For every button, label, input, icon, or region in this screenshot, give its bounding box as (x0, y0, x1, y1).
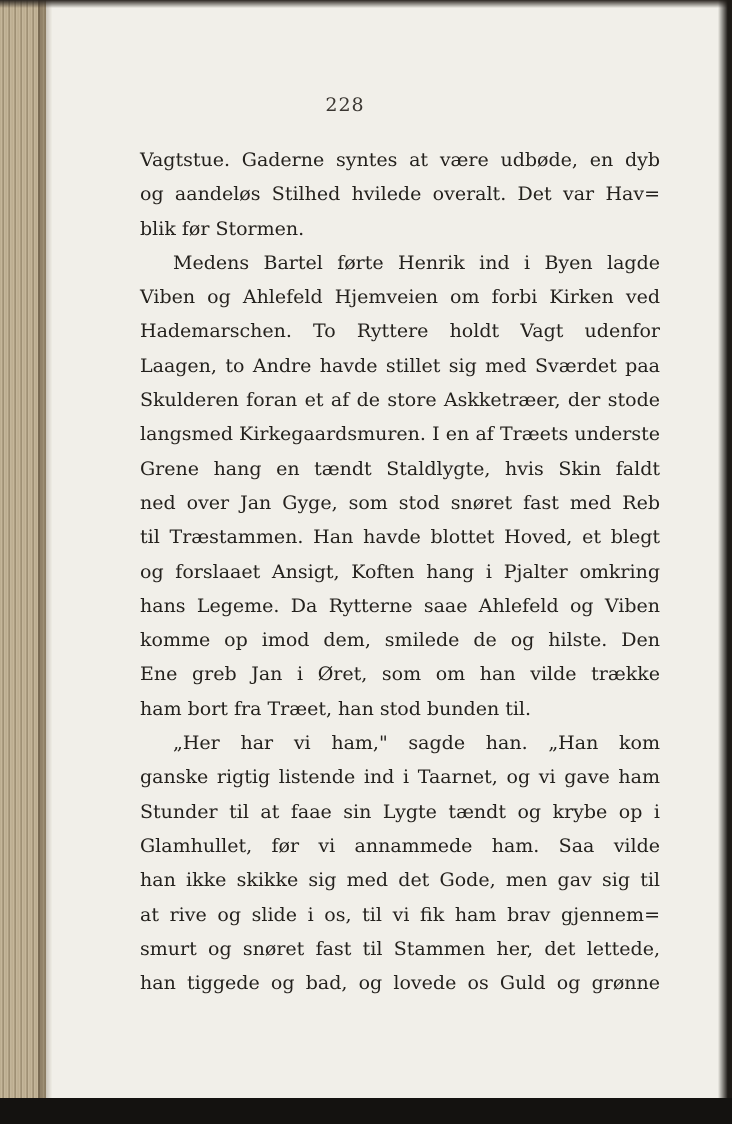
bottom-edge (0, 1098, 732, 1124)
text-line: han ikke skikke sig med det Gode, men gav sig til (140, 869, 660, 892)
text-line: ned over Jan Gyge, som stod snøret fast med Reb (140, 491, 660, 514)
text-line: hans Legeme. Da Rytterne saae Ahlefeld og Viben (140, 594, 660, 617)
gutter-shadow (38, 0, 52, 1124)
text-line: smurt og snøret fast til Stammen her, det lettede, (140, 937, 660, 960)
text-line: Vagtstue. Gaderne syntes at være udbøde, en dyb (140, 149, 660, 171)
text-line: han tiggede og bad, og lovede os Guld og grønne (140, 972, 660, 995)
text-line: „Her har vi ham," sagde han. „Han kom (173, 732, 660, 755)
text-line: Ene greb Jan i Øret, som om han vilde trække (140, 663, 660, 686)
top-edge-shadow (0, 0, 732, 8)
text-line: og aandeløs Stilhed hvilede overalt. Det var Hav= (140, 183, 660, 206)
text-line: til Træstammen. Han havde blottet Hoved, et blegt (140, 526, 660, 549)
text-line: langsmed Kirkegaardsmuren. I en af Træets underste (140, 423, 660, 446)
text-line: Skulderen foran et af de store Askketræer, der stode (140, 389, 660, 412)
text-line: og forslaaet Ansigt, Koften hang i Pjalter omkring (140, 560, 660, 583)
text-line: Glamhullet, før vi annammede ham. Saa vilde (140, 834, 660, 857)
text-line: Laagen, to Andre havde stillet sig med Sværdet paa (140, 354, 660, 377)
text-line: ham bort fra Træet, han stod bunden til. (140, 697, 532, 720)
page-number: 228 (325, 94, 365, 116)
text-line: at rive og slide i os, til vi fik ham brav gjennem= (140, 903, 660, 926)
body-text (140, 143, 660, 1000)
text-line: blik før Stormen. (140, 217, 305, 240)
text-line: Grene hang en tændt Staldlygte, hvis Skin faldt (140, 457, 660, 480)
text-line: ganske rigtig listende ind i Taarnet, og vi gave ham (140, 766, 660, 789)
text-line: Hademarschen. To Ryttere holdt Vagt udenfor (140, 320, 660, 343)
text-line: komme op imod dem, smilede de og hilste. Den (140, 629, 660, 652)
right-edge-shadow (718, 0, 732, 1124)
text-line: Viben og Ahlefeld Hjemveien om forbi Kirken ved (140, 286, 660, 309)
text-line: Stunder til at faae sin Lygte tændt og krybe op i (140, 800, 660, 823)
text-line: Medens Bartel førte Henrik ind i Byen lagde (173, 251, 660, 274)
